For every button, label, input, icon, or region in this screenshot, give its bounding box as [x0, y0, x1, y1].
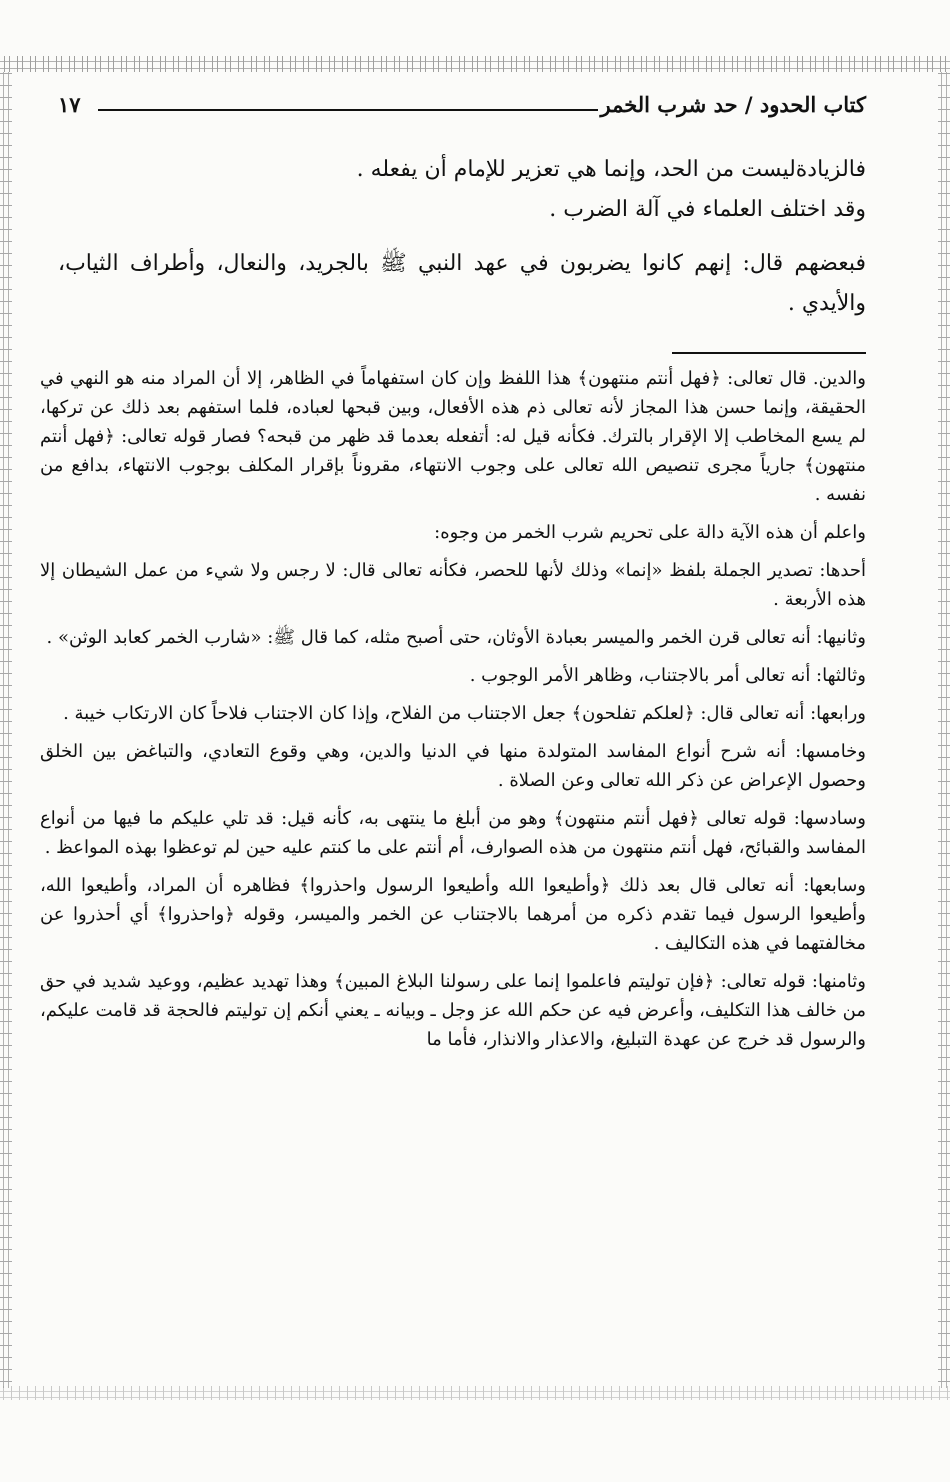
page-number: ١٧ — [58, 92, 81, 117]
footnotes — [40, 364, 866, 1063]
footnote-paragraph: ورابعها: أنه تعالى قال: ﴿لعلكم تفلحون﴾ جعل الاجتناب من الفلاح، وإذا كان الاجتناب فلاحاً كان الارتكاب خيبة . — [63, 703, 866, 724]
header-rule — [98, 109, 598, 111]
ornamental-border-right — [938, 72, 950, 1388]
ornamental-border-bottom — [0, 1386, 950, 1400]
main-text-line-3 — [58, 244, 866, 324]
main-text-line-1 — [58, 150, 866, 190]
footnote-paragraph: وخامسها: أنه شرح أنواع المفاسد المتولدة منها في الدنيا والدين، وهي وقوع التعادي، والتباغض بين الخلق وحصول الإعراض عن ذكر الله تعالى وعن الصلاة . — [40, 741, 866, 791]
footnote-paragraph: وسابعها: أنه تعالى قال بعد ذلك ﴿وأطيعوا الله وأطيعوا الرسول واحذروا﴾ فظاهره أن المراد، وأطيعوا الله، وأطيعوا الرسول فيما تقدم ذكره من أمرهما بالاجتناب عن الخمر والميسر، وقوله ﴿واحذروا﴾ أي أحذروا عن مخالفتهما في هذه التكاليف . — [40, 875, 866, 954]
ornamental-border-left — [0, 72, 12, 1388]
footnote-separator — [672, 352, 866, 354]
running-head: كتاب الحدود / حد شرب الخمر — [600, 92, 866, 117]
footnote-paragraph: وثامنها: قوله تعالى: ﴿فإن توليتم فاعلموا إنما على رسولنا البلاغ المبين﴾ وهذا تهديد عظيم، ووعيد شديد في حق من خالف هذا التكليف، وأعرض فيه عن حكم الله عز وجل ـ وبيانه ـ يعني أنكم إن توليتم فالحجة قد قامت عليكم، والرسول قد خرج عن عهدة التبليغ، والاعذار والانذار، فأما ما — [40, 971, 866, 1050]
main-text-line-2 — [58, 190, 866, 230]
footnote-paragraph: أحدها: تصدير الجملة بلفظ «إنما» وذلك لأنها للحصر، فكأنه تعالى قال: لا رجس ولا شيء من عمل الشيطان إلا هذه الأربعة . — [40, 560, 866, 610]
footnote-paragraph: والدين. قال تعالى: ﴿فهل أنتم منتهون﴾ هذا اللفظ وإن كان استفهاماً في الظاهر، إلا أن المراد منه هو النهي في الحقيقة، وإنما حسن هذا المجاز لأنه تعالى ذم هذه الأفعال، وبين قبحها لعباده، فلما استفهم بعد ذلك عن تركها، لم يسع المخاطب إلا الإقرار بالترك. فكأنه قيل له: أتفعله بعدما قد ظهر من قبحه؟ فصار قوله تعالى: ﴿فهل أنتم منتهون﴾ جارياً مجرى تنصيص الله تعالى على وجوب الانتهاء، مقروناً بإقرار المكلف بوجوب الانتهاء، بدافع من نفسه . — [40, 368, 866, 505]
main-paragraph: وقد اختلف العلماء في آلة الضرب . — [549, 197, 866, 222]
ornamental-border-top — [0, 56, 950, 72]
footnote-paragraph: وثالثها: أنه تعالى أمر بالاجتناب، وظاهر الأمر الوجوب . — [469, 665, 866, 686]
footnote-paragraph: واعلم أن هذه الآية دالة على تحريم شرب الخمر من وجوه: — [434, 522, 866, 543]
main-paragraph: فالزيادةليست من الحد، وإنما هي تعزير للإمام أن يفعله . — [356, 157, 866, 182]
main-paragraph: فبعضهم قال: إنهم كانوا يضربون في عهد النبي ﷺ بالجريد، والنعال، وأطراف الثياب، والأيدي . — [58, 251, 866, 316]
page-header — [58, 92, 866, 126]
footnote-paragraph: وسادسها: قوله تعالى ﴿فهل أنتم منتهون﴾ وهو من أبلغ ما ينتهى به، كأنه قيل: قد تلي عليكم ما فيها من أنواع المفاسد والقبائح، فهل أنتم منتهون من هذه الصوارف، أم أنتم على ما كنتم عليه حين لم توعظوا بهذه المواعظ . — [40, 808, 866, 858]
footnote-paragraph: وثانيها: أنه تعالى قرن الخمر والميسر بعبادة الأوثان، حتى أصبح مثله، كما قال ﷺ: «شارب الخمر كعابد الوثن» . — [46, 627, 866, 648]
